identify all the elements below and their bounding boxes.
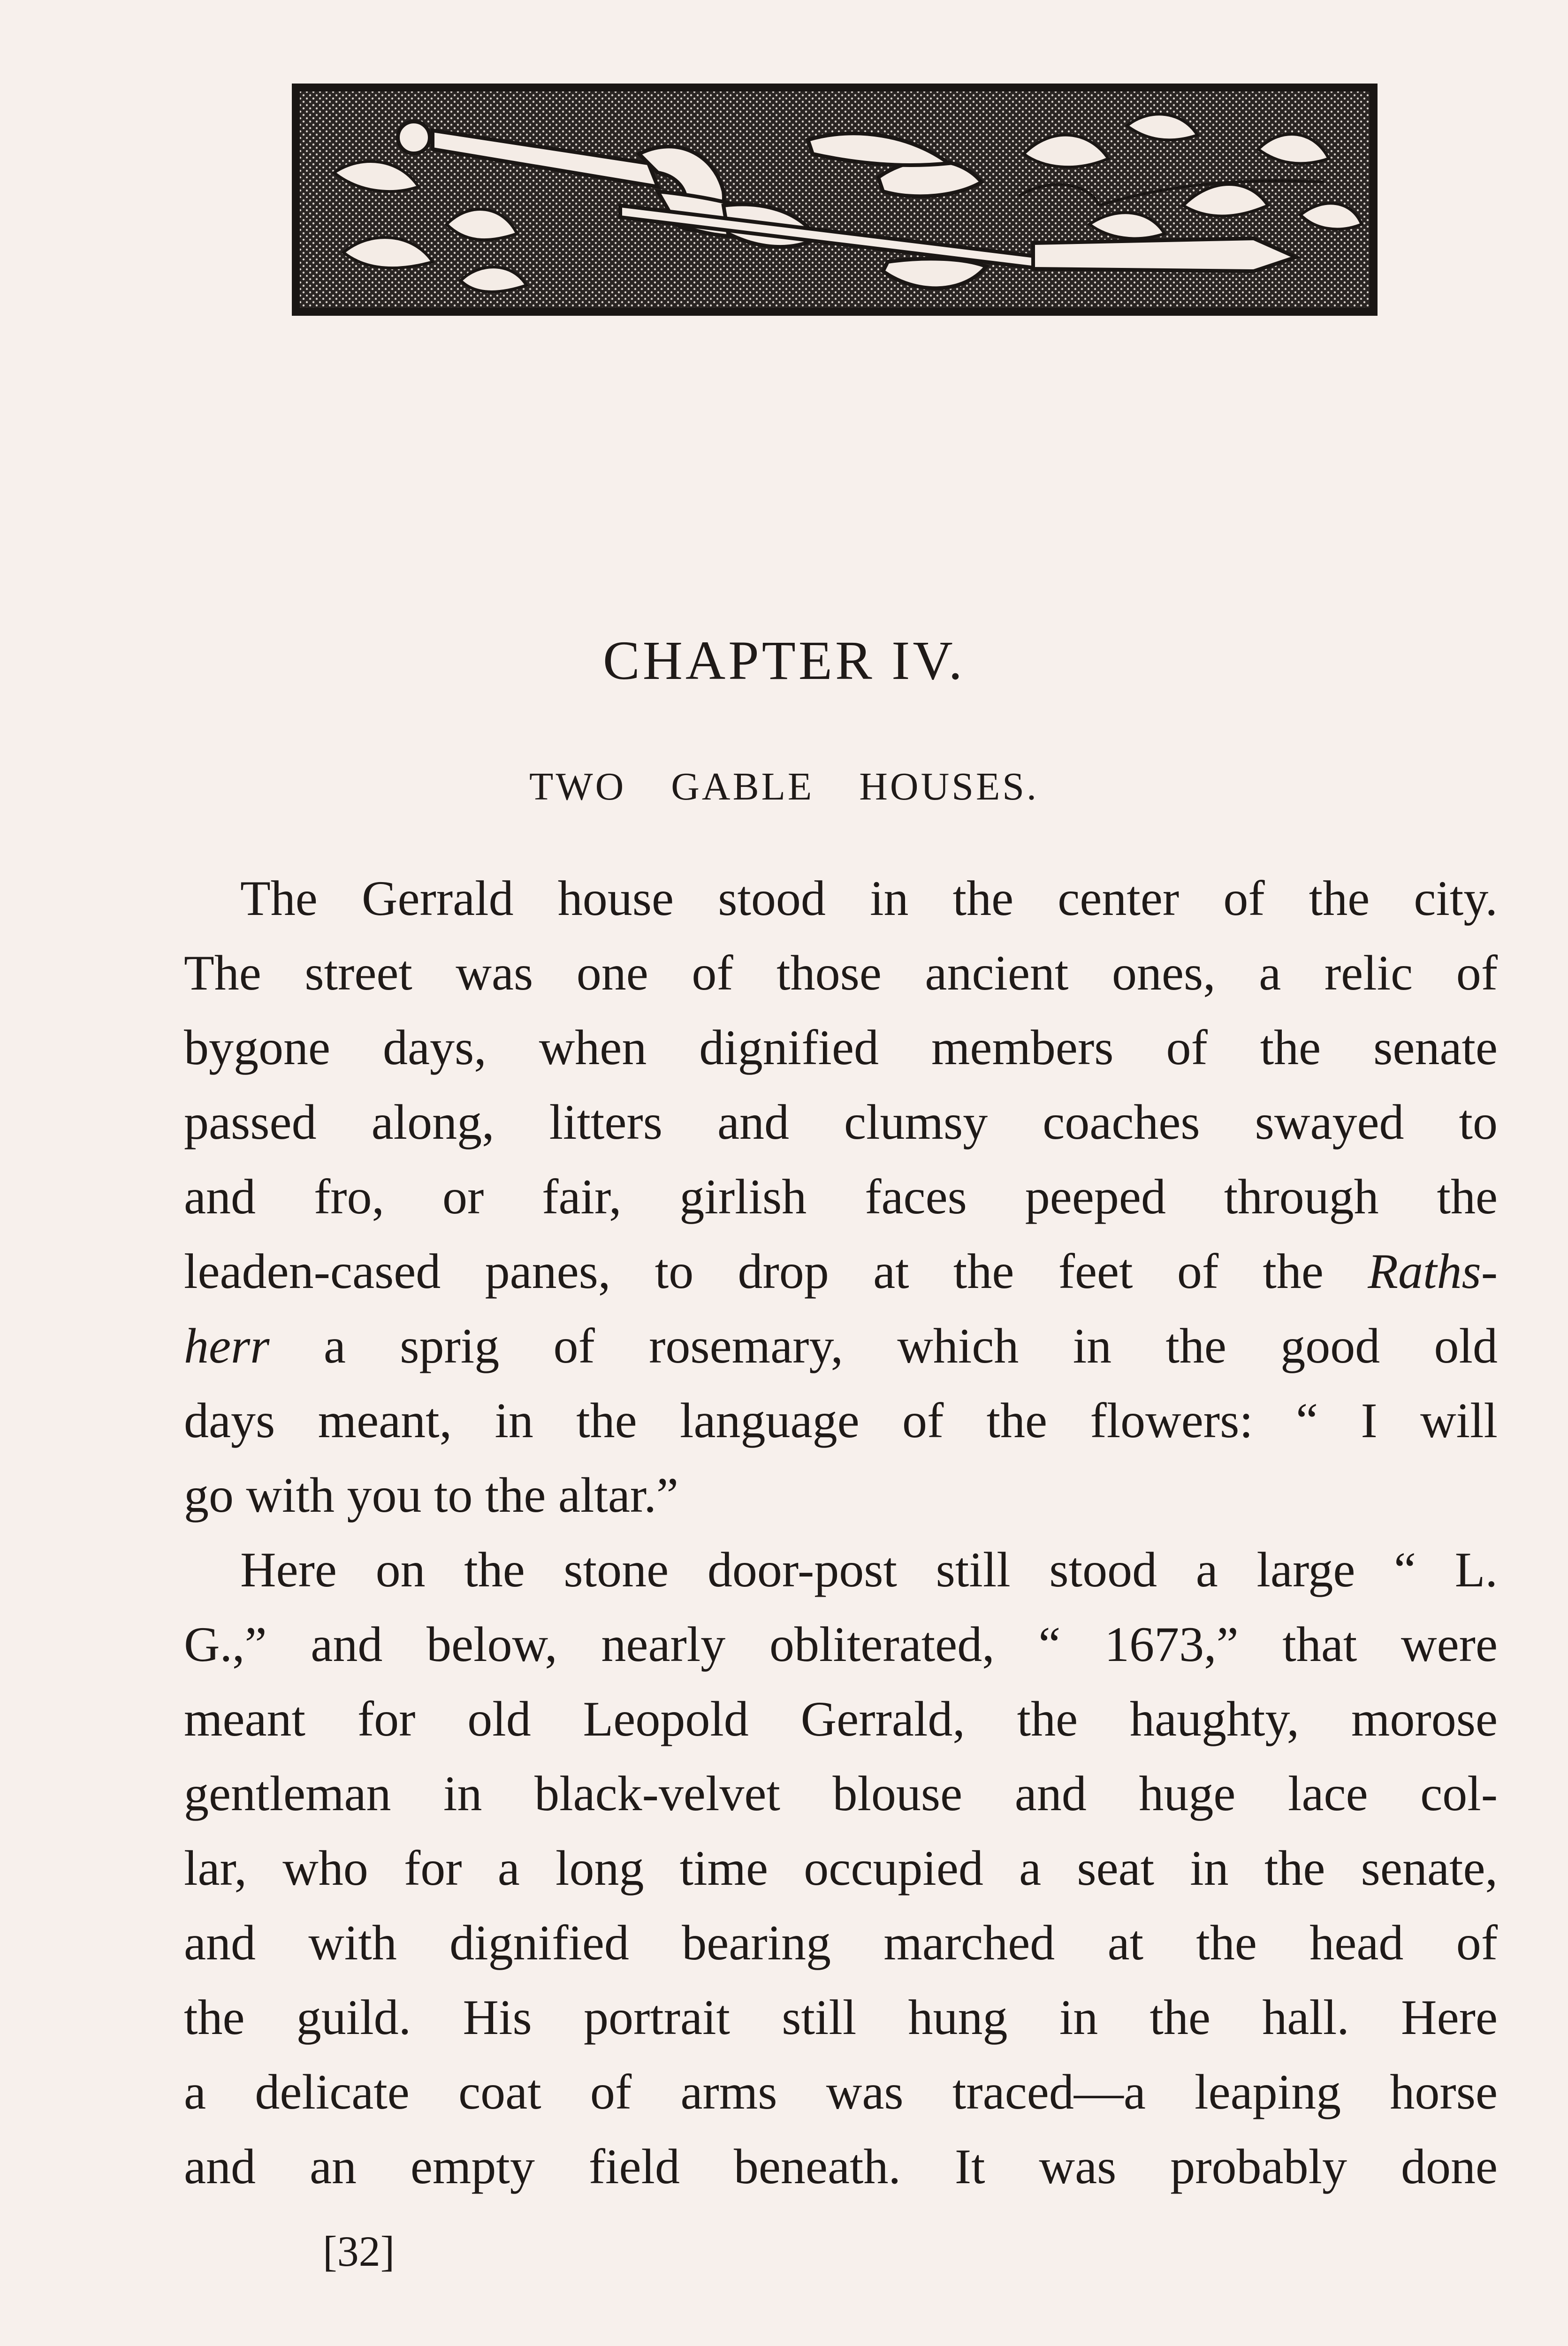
text-line: and fro, or fair, girlish faces peeped through the [184, 1169, 1498, 1224]
text-line: and an empty field beneath. It was probably done [184, 2139, 1498, 2194]
text-line: and with dignified bearing marched at the head of [184, 1915, 1498, 1970]
text-line: a delicate coat of arms was traced—a leaping horse [184, 2064, 1498, 2119]
italic-word: Raths- [1368, 1244, 1498, 1299]
text-line: bygone days, when dignified members of the senate [184, 1020, 1498, 1075]
text-line: herr a sprig of rosemary, which in the good old [184, 1318, 1498, 1373]
text-line: go with you to the altar.” [184, 1468, 678, 1523]
text-line: gentleman in black-velvet blouse and huge lace col- [184, 1766, 1498, 1821]
text-line: days meant, in the language of the flowers: “ I will [184, 1393, 1498, 1448]
text-line: leaden-cased panes, to drop at the feet of the Raths- [184, 1244, 1498, 1299]
text-line: lar, who for a long time occupied a seat in the senate, [184, 1841, 1498, 1896]
text-line: passed along, litters and clumsy coaches swayed to [184, 1095, 1498, 1150]
text-line: The Gerrald house stood in the center of the city. [240, 871, 1498, 926]
text-line: meant for old Leopold Gerrald, the haughty, morose [184, 1691, 1498, 1746]
body-text [184, 861, 1498, 2204]
text-line: Here on the stone door-post still stood a large “ L. [240, 1542, 1498, 1597]
chapter-title: CHAPTER IV. [603, 630, 965, 691]
decorative-headpiece [292, 84, 1378, 316]
text-line: the guild. His portrait still hung in the hall. Here [184, 1990, 1498, 2045]
page-number: [32] [323, 2227, 395, 2275]
chapter-subtitle: TWO GABLE HOUSES. [529, 765, 1039, 808]
text-line: The street was one of those ancient ones, a relic of [184, 945, 1498, 1000]
text-line: G.,” and below, nearly obliterated, “ 1673,” that were [184, 1617, 1498, 1672]
italic-word: herr [184, 1318, 270, 1373]
